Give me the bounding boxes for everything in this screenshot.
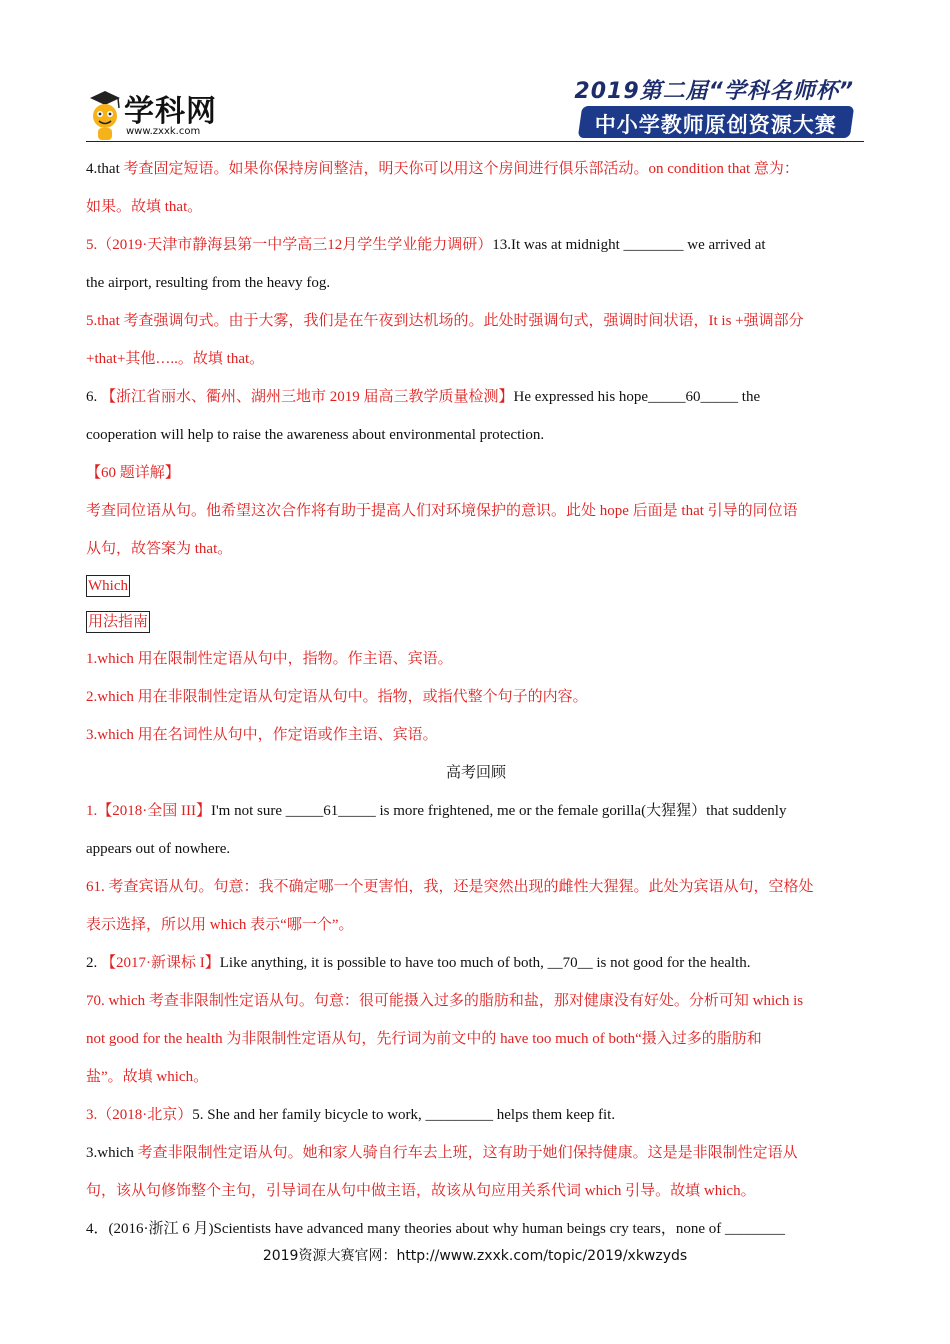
text-line	[86, 944, 866, 982]
text-segment: not good for the health 为非限制性定语从句，先行词为前文中的 have too much of both“摄入过多的脂肪和	[86, 1031, 762, 1047]
text-line	[86, 792, 866, 830]
text-segment: 【浙江省丽水、衢州、湖州三地市 2019 届高三教学质量检测】	[101, 389, 514, 405]
text-segment: 表示选择，所以用 which 表示“哪一个”。	[86, 917, 354, 933]
text-segment: 3.which	[86, 1145, 138, 1161]
text-segment: Which	[88, 578, 128, 594]
text-line	[86, 868, 866, 906]
header-divider	[86, 141, 864, 142]
text-line	[86, 568, 866, 604]
text-segment: +that+其他…..。故填 that。	[86, 351, 265, 367]
text-segment: 考查固定短语。如果你保持房间整洁，明天你可以用这个房间进行俱乐部活动。on condition that 意为：	[123, 161, 799, 177]
text-segment: 如果。故填 that。	[86, 199, 203, 215]
text-segment: I'm not sure _____61_____ is more frightened, me or the female gorilla(大猩猩）that suddenly	[210, 803, 787, 819]
text-segment: 1.which 用在限制性定语从句中，指物。作主语、宾语。	[86, 651, 453, 667]
text-segment: 考查非限制性定语从句。她和家人骑自行车去上班，这有助于她们保持健康。这是是非限制性定语从	[137, 1145, 798, 1161]
zxxk-logo[interactable]	[86, 82, 236, 142]
text-segment: 考查同位语从句。他希望这次合作将有助于提高人们对环境保护的意识。此处 hope 后面是 that 引导的同位语	[86, 503, 798, 519]
text-segment: 4.that	[86, 161, 124, 177]
banner-title: 2019第二届“学科名师杯”	[574, 79, 854, 104]
text-segment: cooperation will help to raise the awareness about environmental protection.	[86, 427, 545, 443]
text-line	[86, 640, 866, 678]
text-line	[86, 1058, 866, 1096]
text-segment: 5.（2019·天津市静海县第一中学高三12月学生学业能力调研）	[86, 237, 493, 253]
text-line	[86, 1020, 866, 1058]
banner-subtitle-box	[578, 106, 854, 138]
text-segment: Like anything, it is possible to have too much of both, __70__ is not good for the health.	[219, 955, 751, 971]
text-line	[86, 378, 866, 416]
logo-url: www.zxxk.com	[126, 126, 201, 137]
text-line	[86, 1210, 866, 1248]
text-segment: 5.that 考查强调句式。由于大雾，我们是在午夜到达机场的。此处时强调句式，强调时间状语，It is +强调部分	[86, 313, 804, 329]
text-segment: 3.（2018·北京）	[86, 1107, 193, 1123]
text-segment: 70. which 考查非限制性定语从句。句意：很可能摄入过多的脂肪和盐，那对健康没有好处。分析可知 which is	[86, 993, 804, 1009]
text-line	[86, 226, 866, 264]
text-segment: 2.	[86, 955, 101, 971]
text-segment: appears out of nowhere.	[86, 841, 231, 857]
text-line	[86, 264, 866, 302]
text-segment: 4．(2016·浙江 6 月)Scientists have advanced many theories about why human beings cry tears，none of ________	[86, 1221, 786, 1237]
text-line	[86, 188, 866, 226]
page-header	[86, 72, 864, 142]
text-segment: 5. She and her family bicycle to work, _________ helps them keep fit.	[192, 1107, 616, 1123]
text-line	[86, 454, 866, 492]
boxed-heading	[86, 575, 130, 597]
text-segment: 61. 考查宾语从句。句意：我不确定哪一个更害怕，我，还是突然出现的雌性大猩猩。此处为宾语从句，空格处	[86, 879, 814, 895]
text-segment: 【2017·新课标 I】	[101, 955, 220, 971]
text-segment: the airport, resulting from the heavy fog.	[86, 275, 331, 291]
text-line	[86, 982, 866, 1020]
text-segment: 2.which 用在非限制性定语从句定语从句中。指物，或指代整个句子的内容。	[86, 689, 588, 705]
text-segment: He expressed his hope_____60_____ the	[513, 389, 761, 405]
contest-banner	[574, 72, 864, 140]
text-line	[86, 906, 866, 944]
text-line	[86, 678, 866, 716]
text-line	[86, 1172, 866, 1210]
text-line	[86, 1096, 866, 1134]
text-line	[86, 340, 866, 378]
text-line	[86, 1134, 866, 1172]
text-segment: 盐”。故填 which。	[86, 1069, 209, 1085]
text-segment: 从句，故答案为 that。	[86, 541, 233, 557]
text-segment: 高考回顾	[445, 765, 506, 781]
text-line	[86, 150, 866, 188]
boxed-heading	[86, 611, 150, 633]
page-footer[interactable]: 2019资源大赛官网：http://www.zxxk.com/topic/2019/xkwzyds	[262, 1248, 688, 1264]
text-segment: 13.It was at midnight ________ we arrived at	[492, 237, 766, 253]
text-line	[86, 604, 866, 640]
text-line	[86, 716, 866, 754]
text-segment: 1.【2018·全国 III】	[86, 803, 211, 819]
text-line	[86, 530, 866, 568]
graduate-mascot-icon	[86, 88, 124, 142]
text-segment: 【60 题详解】	[86, 465, 180, 481]
text-line	[86, 830, 866, 868]
section-heading	[86, 754, 866, 792]
text-line	[86, 416, 866, 454]
text-segment: 用法指南	[88, 614, 149, 630]
text-segment: 6.	[86, 389, 101, 405]
logo-text: 学科网	[124, 94, 217, 129]
text-segment: 3.which 用在名词性从句中，作定语或作主语、宾语。	[86, 727, 438, 743]
text-line	[86, 492, 866, 530]
banner-subtitle: 中小学教师原创资源大赛	[594, 113, 837, 137]
text-line	[86, 302, 866, 340]
text-segment: 句，该从句修饰整个主句，引导词在从句中做主语，故该从句应用关系代词 which 引导。故填 which。	[86, 1183, 756, 1199]
document-body	[86, 150, 866, 1248]
